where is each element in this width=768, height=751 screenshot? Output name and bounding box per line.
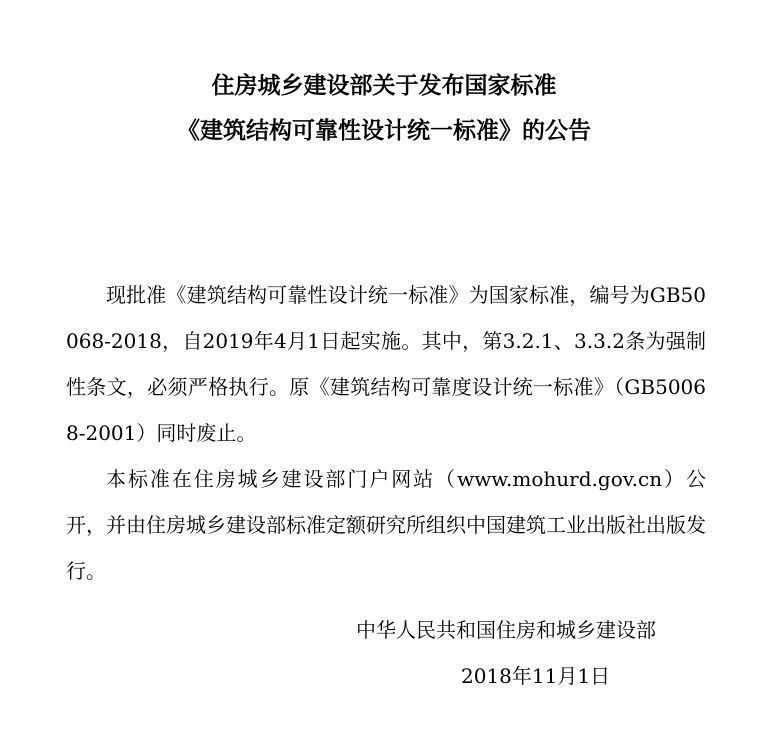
issue-date: 2018年11月1日	[461, 664, 611, 688]
paragraph-approval: 现批准《建筑结构可靠性设计统一标准》为国家标准，编号为GB50068-2018，自2019年4月1日起实施。其中，第3.2.1、3.3.2条为强制性条文，必须严格执行。原《建筑结构可靠度设计统一标准》（GB50068-2001）同时废止。	[66, 283, 706, 445]
title-line-1: 住房城乡建设部关于发布国家标准	[211, 73, 557, 99]
announcement-body	[66, 272, 706, 594]
issuer-signature: 中华人民共和国住房和城乡建设部	[356, 618, 656, 642]
paragraph-publication: 本标准在住房城乡建设部门户网站（www.mohurd.gov.cn）公开，并由住房城乡建设部标准定额研究所组织中国建筑工业出版社出版发行。	[66, 467, 706, 583]
title-line-2: 《建筑结构可靠性设计统一标准》的公告	[177, 118, 591, 144]
